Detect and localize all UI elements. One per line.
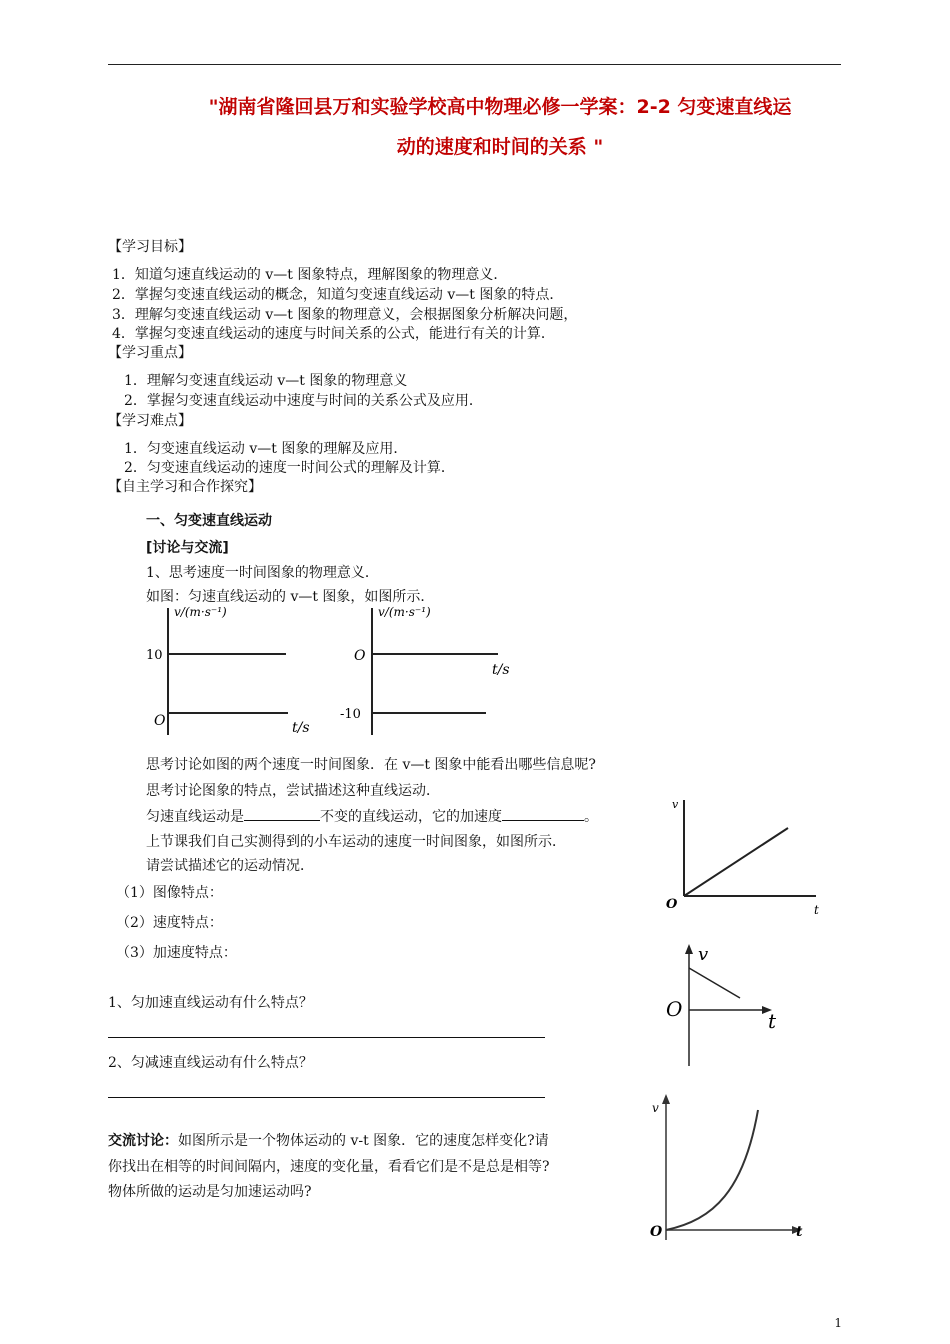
last-class-text: 上节课我们自己实测得到的小车运动的速度一时间图象，如图所示．	[146, 834, 566, 850]
key-point-item: 1．理解匀变速直线运动 v—t 图象的物理意义	[124, 373, 408, 389]
exchange-text-1: 如图所示是一个物体运动的 v-t 图象．它的速度怎样变化?请	[178, 1133, 549, 1149]
answer-line-accel[interactable]	[108, 1037, 545, 1038]
discussion-title: [讨论与交流]	[146, 540, 229, 556]
answer-line-decel[interactable]	[108, 1097, 545, 1098]
vt-graph-decreasing	[660, 940, 790, 1070]
x-axis-label: t/s	[492, 662, 510, 678]
velocity-line	[684, 828, 788, 896]
key-point-item: 2．掌握匀变速直线运动中速度与时间的关系公式及应用．	[124, 393, 483, 409]
objective-item: 2．掌握匀变速直线运动的概念，知道匀变速直线运动 v—t 图象的特点．	[112, 287, 564, 303]
header-rule	[108, 64, 841, 65]
tick-label: 10	[146, 648, 163, 663]
origin-label: O	[666, 897, 678, 912]
fill-blank-2[interactable]	[502, 806, 584, 821]
vt-graph-curve	[644, 1090, 814, 1260]
difficulty-item: 2．匀变速直线运动的速度一时间公式的理解及计算．	[124, 460, 455, 476]
y-axis-label: v/(m·s⁻¹)	[174, 605, 227, 619]
difficulty-item: 1．匀变速直线运动 v—t 图象的理解及应用．	[124, 441, 408, 457]
difficulties-heading: 【学习难点】	[108, 413, 192, 429]
fill-blank-1[interactable]	[244, 806, 320, 821]
objective-item: 3．理解匀变速直线运动 v—t 图象的物理意义，会根据图象分析解决问题，	[112, 307, 578, 323]
objective-item: 1．知道匀速直线运动的 v—t 图象特点，理解图象的物理意义．	[112, 267, 508, 283]
fill-part-b: 不变的直线运动，它的加速度	[320, 809, 502, 825]
doc-title-line1: "湖南省隆回县万和实验学校高中物理必修一学案：2-2 匀变速直线运	[208, 96, 792, 118]
origin-label: O	[354, 648, 366, 664]
question-1: 1、思考速度一时间图象的物理意义．	[146, 565, 379, 581]
velocity-curve	[666, 1110, 758, 1230]
key-points-heading: 【学习重点】	[108, 345, 192, 361]
vt-graph-increasing	[660, 792, 830, 922]
x-axis-label: t	[814, 903, 819, 917]
objectives-heading: 【学习目标】	[108, 239, 192, 255]
think-text-1: 思考讨论如图的两个速度一时间图象．在 v—t 图象中能看出哪些信息呢?	[146, 757, 596, 773]
feature-item: （1）图像特点：	[116, 885, 223, 901]
origin-label: O	[650, 1224, 663, 1240]
exchange-label: 交流讨论：	[108, 1133, 178, 1149]
question-accel: 1、匀加速直线运动有什么特点？	[108, 995, 313, 1011]
question-decel: 2、匀减速直线运动有什么特点？	[108, 1055, 313, 1071]
fill-in-sentence	[146, 806, 598, 826]
fill-part-c: 。	[584, 809, 598, 825]
origin-label: O	[154, 713, 166, 729]
self-study-heading: 【自主学习和合作探究】	[108, 479, 262, 495]
describe-text: 请尝试描述它的运动情况．	[146, 858, 314, 874]
x-axis-label: t	[796, 1224, 803, 1240]
velocity-line	[689, 968, 740, 998]
origin-label: O	[666, 997, 683, 1021]
feature-item: （2）速度特点：	[116, 915, 223, 931]
think-text-2: 思考讨论图象的特点，尝试描述这种直线运动．	[146, 783, 440, 799]
x-axis-label: t/s	[292, 720, 310, 736]
vt-graph-constant-negative	[338, 600, 528, 740]
fill-part-a: 匀速直线运动是	[146, 809, 244, 825]
y-axis-label: v	[672, 798, 679, 811]
objective-item: 4．掌握匀变速直线运动的速度与时间关系的公式，能进行有关的计算．	[112, 326, 555, 342]
example-text: 如图：匀速直线运动的 v—t 图象，如图所示．	[146, 589, 435, 605]
y-axis-label: v	[652, 1101, 659, 1115]
exchange-line-3: 物体所做的运动是匀加速运动吗?	[108, 1184, 312, 1200]
exchange-line-2: 你找出在相等的时间间隔内，速度的变化量，看看它们是不是总是相等?	[108, 1159, 550, 1175]
y-axis-label: v/(m·s⁻¹)	[378, 605, 431, 619]
page-number: 1	[834, 1316, 842, 1330]
section1-title: 一、匀变速直线运动	[146, 513, 272, 529]
y-axis-arrow	[685, 944, 693, 954]
y-axis-label: v	[698, 944, 709, 965]
x-axis-label: t	[768, 1009, 777, 1033]
exchange-line-1	[108, 1130, 549, 1150]
doc-title-line2: 动的速度和时间的关系 "	[396, 136, 604, 158]
feature-item: （3）加速度特点：	[116, 945, 237, 961]
y-axis-arrow	[662, 1094, 670, 1104]
tick-label: -10	[340, 707, 361, 722]
vt-graph-constant-positive	[140, 600, 310, 740]
